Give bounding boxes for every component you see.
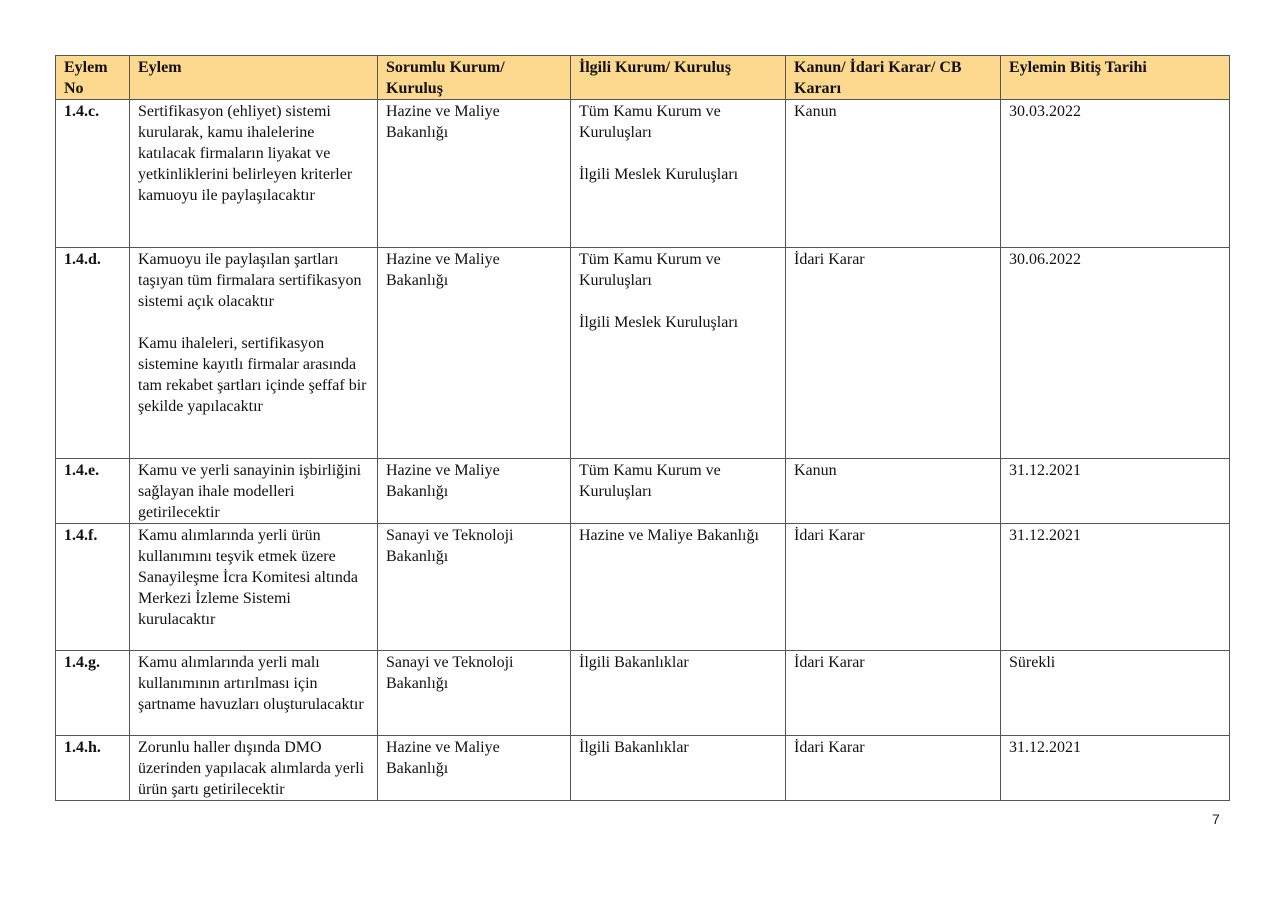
cell-bitis-tarihi: 30.06.2022: [1001, 248, 1230, 459]
cell-paragraph: Zorunlu haller dışında DMO üzerinden yapılacak alımlarda yerli ürün şartı getirilecektir: [138, 739, 365, 798]
cell-sorumlu-kurum: Sanayi ve Teknoloji Bakanlığı: [378, 651, 571, 736]
cell-kanun-karar: İdari Karar: [786, 524, 1001, 651]
cell-kanun-karar: İdari Karar: [786, 248, 1001, 459]
cell-eylem-no: 1.4.f.: [56, 524, 130, 651]
cell-ilgili-kurum: [571, 100, 786, 248]
cell-sorumlu-kurum: Hazine ve Maliye Bakanlığı: [378, 100, 571, 248]
cell-kanun-karar: Kanun: [786, 459, 1001, 524]
cell-paragraph: Tüm Kamu Kurum ve Kuruluşları: [579, 103, 721, 141]
cell-eylem-no: 1.4.d.: [56, 248, 130, 459]
cell-bitis-tarihi: 31.12.2021: [1001, 459, 1230, 524]
cell-kanun-karar: İdari Karar: [786, 651, 1001, 736]
cell-paragraph: Kamu alımlarında yerli malı kullanımının artırılması için şartname havuzları oluşturulacaktır: [138, 654, 364, 713]
table-row: [56, 100, 1230, 248]
header-ilgili-kurum: İlgili Kurum/ Kuruluş: [571, 56, 786, 100]
header-bitis-tarihi: Eylemin Bitiş Tarihi: [1001, 56, 1230, 100]
cell-paragraph: Kamu ihaleleri, sertifikasyon sistemine kayıtlı firmalar arasında tam rekabet şartları içinde şeffaf bir şekilde yapılacaktır: [138, 335, 367, 415]
cell-eylem: [130, 736, 378, 801]
cell-ilgili-kurum: [571, 524, 786, 651]
cell-ilgili-kurum: [571, 736, 786, 801]
table-header-row: [56, 56, 1230, 100]
cell-sorumlu-kurum: Hazine ve Maliye Bakanlığı: [378, 459, 571, 524]
cell-paragraph: İlgili Meslek Kuruluşları: [579, 314, 739, 331]
header-kanun-karar: Kanun/ İdari Karar/ CB Kararı: [786, 56, 1001, 100]
cell-paragraph: Tüm Kamu Kurum ve Kuruluşları: [579, 462, 721, 500]
cell-eylem-no: 1.4.e.: [56, 459, 130, 524]
cell-eylem-no: 1.4.c.: [56, 100, 130, 248]
cell-ilgili-kurum: [571, 248, 786, 459]
table-row: [56, 459, 1230, 524]
cell-bitis-tarihi: 31.12.2021: [1001, 736, 1230, 801]
table-row: [56, 736, 1230, 801]
table-row: [56, 651, 1230, 736]
cell-ilgili-kurum: [571, 459, 786, 524]
cell-sorumlu-kurum: Hazine ve Maliye Bakanlığı: [378, 248, 571, 459]
cell-paragraph: İlgili Bakanlıklar: [579, 654, 689, 671]
cell-paragraph: Kamuoyu ile paylaşılan şartları taşıyan tüm firmalara sertifikasyon sistemi açık olacaktır: [138, 251, 362, 310]
cell-eylem: [130, 100, 378, 248]
cell-bitis-tarihi: Sürekli: [1001, 651, 1230, 736]
cell-eylem: [130, 651, 378, 736]
cell-bitis-tarihi: 31.12.2021: [1001, 524, 1230, 651]
cell-eylem-no: 1.4.g.: [56, 651, 130, 736]
cell-kanun-karar: İdari Karar: [786, 736, 1001, 801]
cell-paragraph: Hazine ve Maliye Bakanlığı: [579, 527, 759, 544]
table-row: [56, 248, 1230, 459]
cell-paragraph: Kamu ve yerli sanayinin işbirliğini sağlayan ihale modelleri getirilecektir: [138, 462, 362, 521]
cell-eylem: [130, 524, 378, 651]
header-sorumlu-kurum: Sorumlu Kurum/ Kuruluş: [378, 56, 571, 100]
header-eylem: Eylem: [130, 56, 378, 100]
cell-sorumlu-kurum: Hazine ve Maliye Bakanlığı: [378, 736, 571, 801]
cell-sorumlu-kurum: Sanayi ve Teknoloji Bakanlığı: [378, 524, 571, 651]
cell-paragraph: Kamu alımlarında yerli ürün kullanımını teşvik etmek üzere Sanayileşme İcra Komitesi altında Merkezi İzleme Sistemi kurulacaktır: [138, 527, 358, 628]
cell-paragraph: Sertifikasyon (ehliyet) sistemi kurularak, kamu ihalelerine katılacak firmaların liyakat ve yetkinliklerini belirleyen kriterler kamuoyu ile paylaşılacaktır: [138, 103, 353, 204]
cell-eylem: [130, 459, 378, 524]
cell-bitis-tarihi: 30.03.2022: [1001, 100, 1230, 248]
cell-paragraph: İlgili Bakanlıklar: [579, 739, 689, 756]
cell-eylem: [130, 248, 378, 459]
table-row: [56, 524, 1230, 651]
action-plan-table: [55, 55, 1230, 801]
cell-paragraph: İlgili Meslek Kuruluşları: [579, 166, 739, 183]
cell-ilgili-kurum: [571, 651, 786, 736]
page-number: 7: [1212, 811, 1220, 827]
header-eylem-no: Eylem No: [56, 56, 130, 100]
cell-eylem-no: 1.4.h.: [56, 736, 130, 801]
cell-kanun-karar: Kanun: [786, 100, 1001, 248]
cell-paragraph: Tüm Kamu Kurum ve Kuruluşları: [579, 251, 721, 289]
